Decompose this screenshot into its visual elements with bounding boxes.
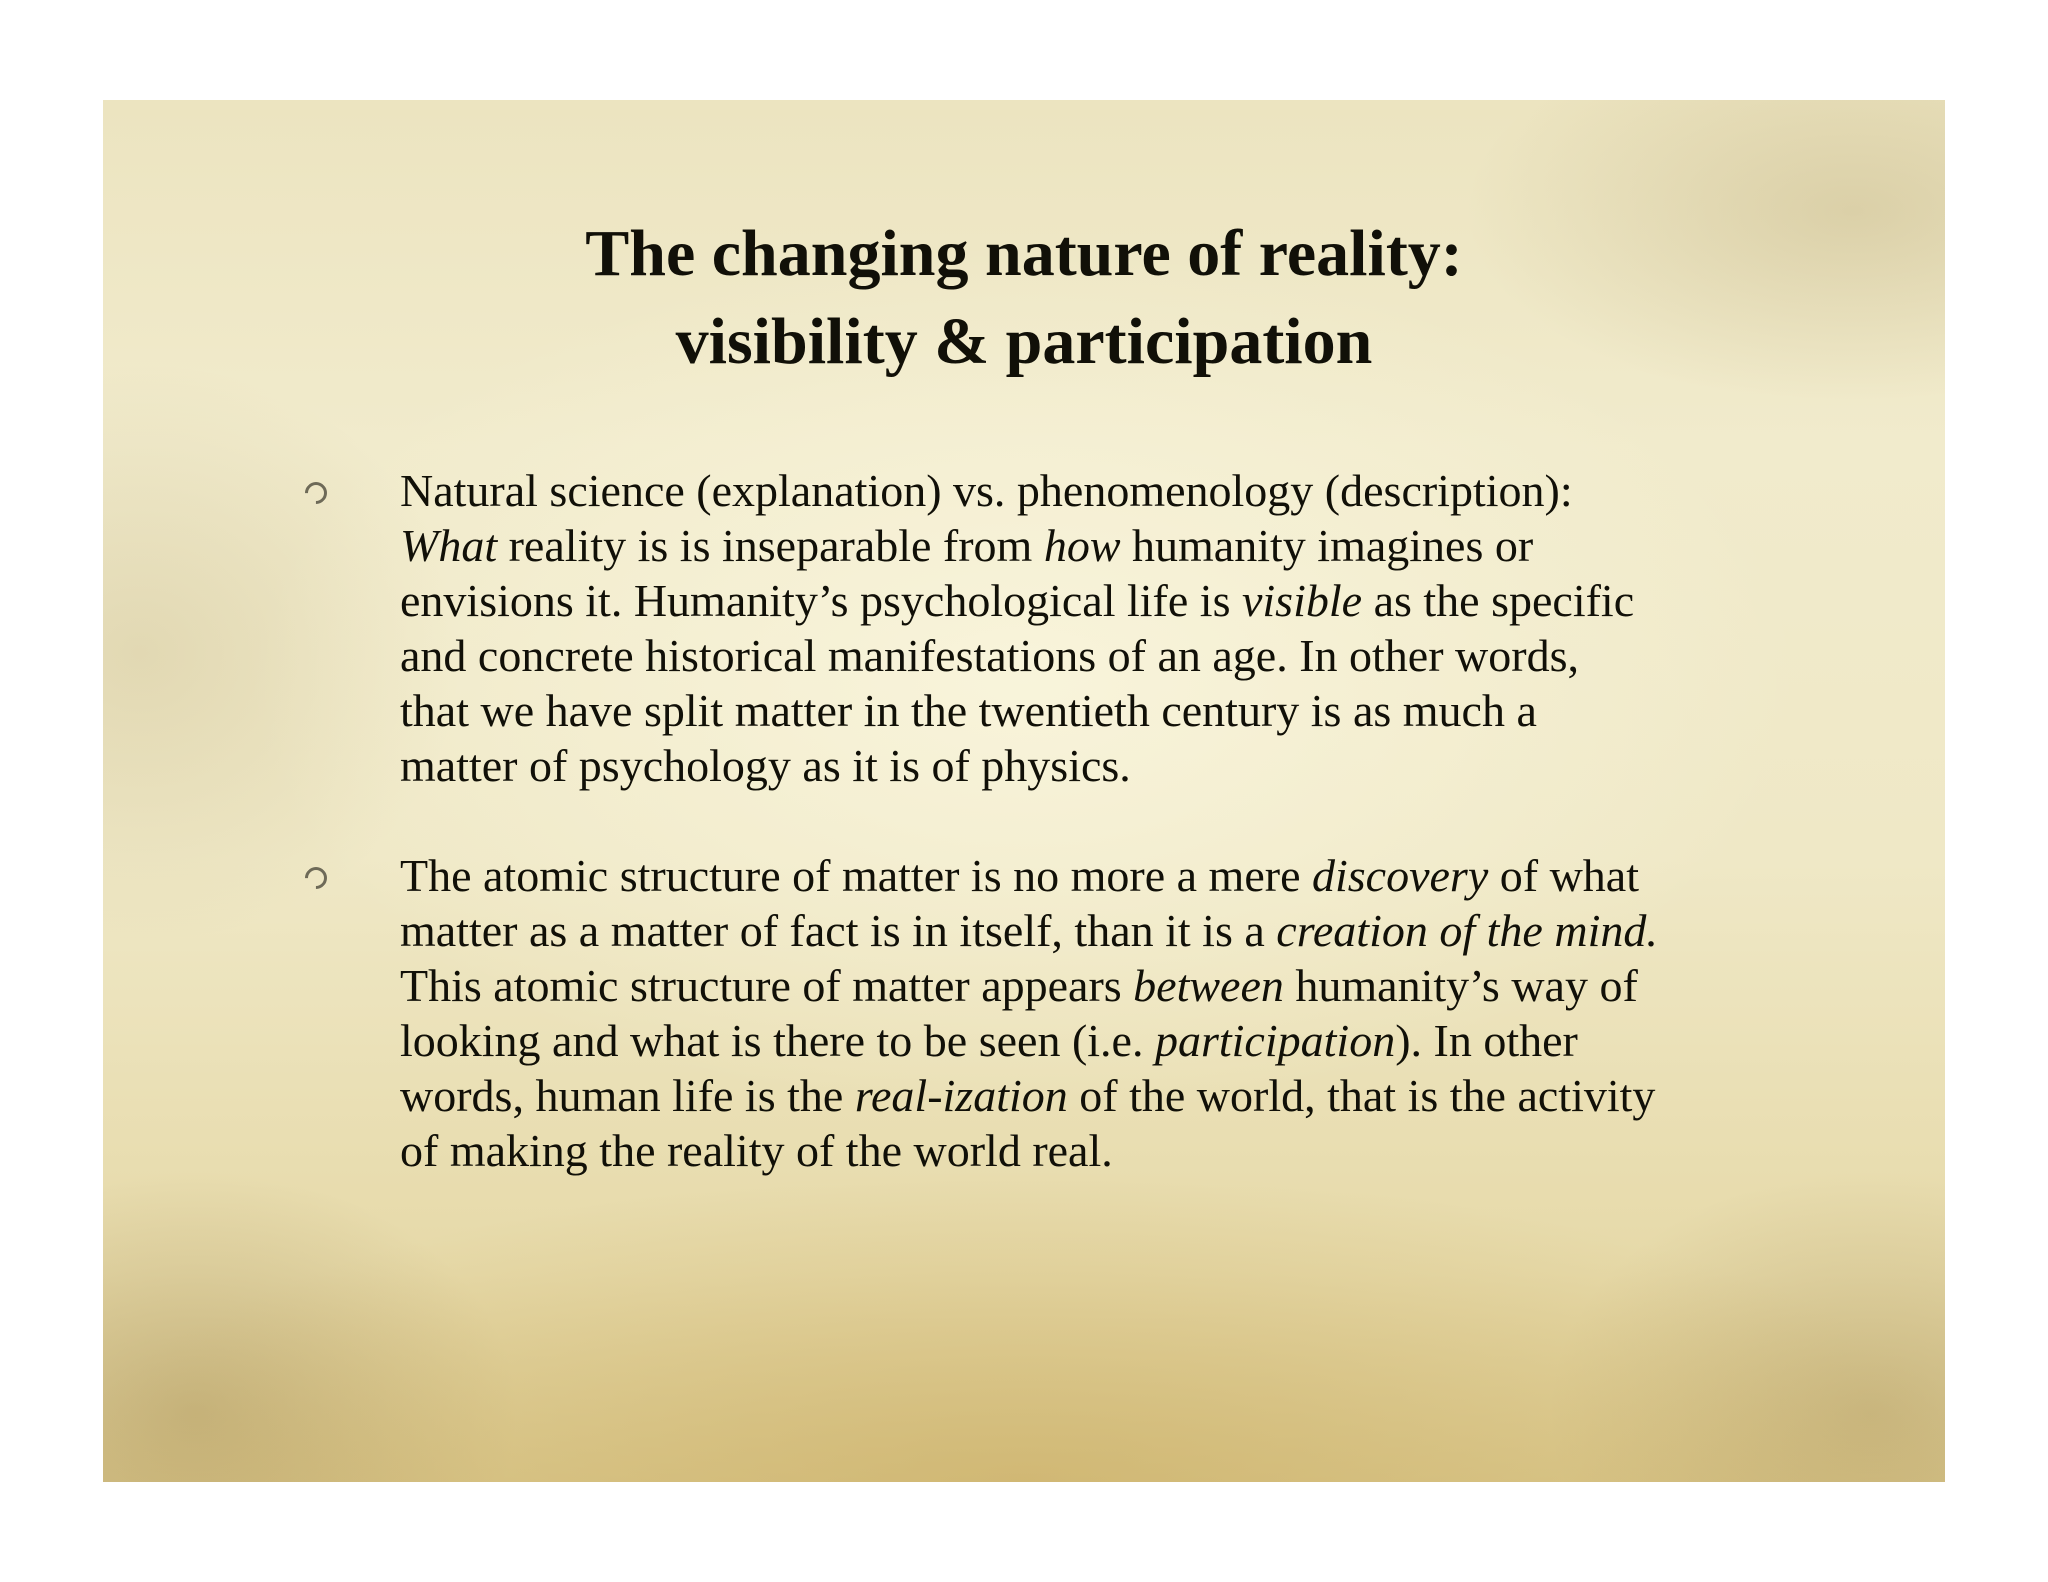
text-run: looking and what is there to be seen (i.e.	[400, 1015, 1155, 1066]
italic-text: creation of the mind.	[1276, 905, 1658, 956]
bullet-text-line	[400, 1068, 1745, 1123]
text-run: of what	[1488, 850, 1639, 901]
text-run: as the specific	[1362, 575, 1635, 626]
text-run: words, human life is the	[400, 1070, 855, 1121]
slide-title-line-2: visibility & participation	[675, 305, 1373, 378]
text-run: envisions it. Humanity’s psychological life is	[400, 575, 1242, 626]
bullet-text-line	[400, 518, 1745, 573]
slide-title	[103, 210, 1945, 386]
bullet-item	[103, 848, 1945, 1178]
open-circle-bullet-icon	[300, 862, 331, 893]
bullet-text-line	[400, 1123, 1745, 1178]
italic-text: visible	[1241, 575, 1363, 626]
bullet-text-line	[400, 1013, 1745, 1068]
italic-text: between	[1133, 960, 1284, 1011]
bullet-text-line	[400, 573, 1745, 628]
text-run: humanity’s way of	[1283, 960, 1638, 1011]
bullet-text-line	[400, 848, 1745, 903]
slide	[103, 100, 1945, 1482]
italic-text: discovery	[1311, 850, 1489, 901]
text-run: reality is is inseparable from	[497, 520, 1044, 571]
slide-title-line-1: The changing nature of reality:	[585, 217, 1463, 290]
open-circle-bullet-icon	[300, 477, 331, 508]
text-run: matter as a matter of fact is in itself, than it is a	[400, 905, 1277, 956]
italic-text: real-ization	[854, 1070, 1068, 1121]
bullet-list	[103, 463, 1945, 1178]
text-run: and concrete historical manifestations of an age. In other words,	[400, 630, 1579, 681]
text-run: ). In other	[1395, 1015, 1578, 1066]
text-run: humanity imagines or	[1120, 520, 1534, 571]
bullet-text-line	[400, 958, 1745, 1013]
text-run: This atomic structure of matter appears	[400, 960, 1134, 1011]
italic-text: What	[400, 520, 498, 571]
text-run: Natural science (explanation) vs. phenomenology (description):	[400, 465, 1573, 516]
text-run: matter of psychology as it is of physics.	[400, 740, 1131, 791]
bullet-text-line	[400, 463, 1745, 518]
bullet-text-line	[400, 628, 1745, 683]
text-run: The atomic structure of matter is no more a mere	[400, 850, 1312, 901]
text-run: that we have split matter in the twentieth century is as much a	[400, 685, 1537, 736]
bullet-item	[103, 463, 1945, 793]
text-run: of making the reality of the world real.	[400, 1125, 1113, 1176]
bullet-text-line	[400, 738, 1745, 793]
italic-text: how	[1043, 520, 1121, 571]
italic-text: participation	[1154, 1015, 1396, 1066]
bullet-text-line	[400, 683, 1745, 738]
bullet-text-line	[400, 903, 1745, 958]
text-run: of the world, that is the activity	[1067, 1070, 1656, 1121]
